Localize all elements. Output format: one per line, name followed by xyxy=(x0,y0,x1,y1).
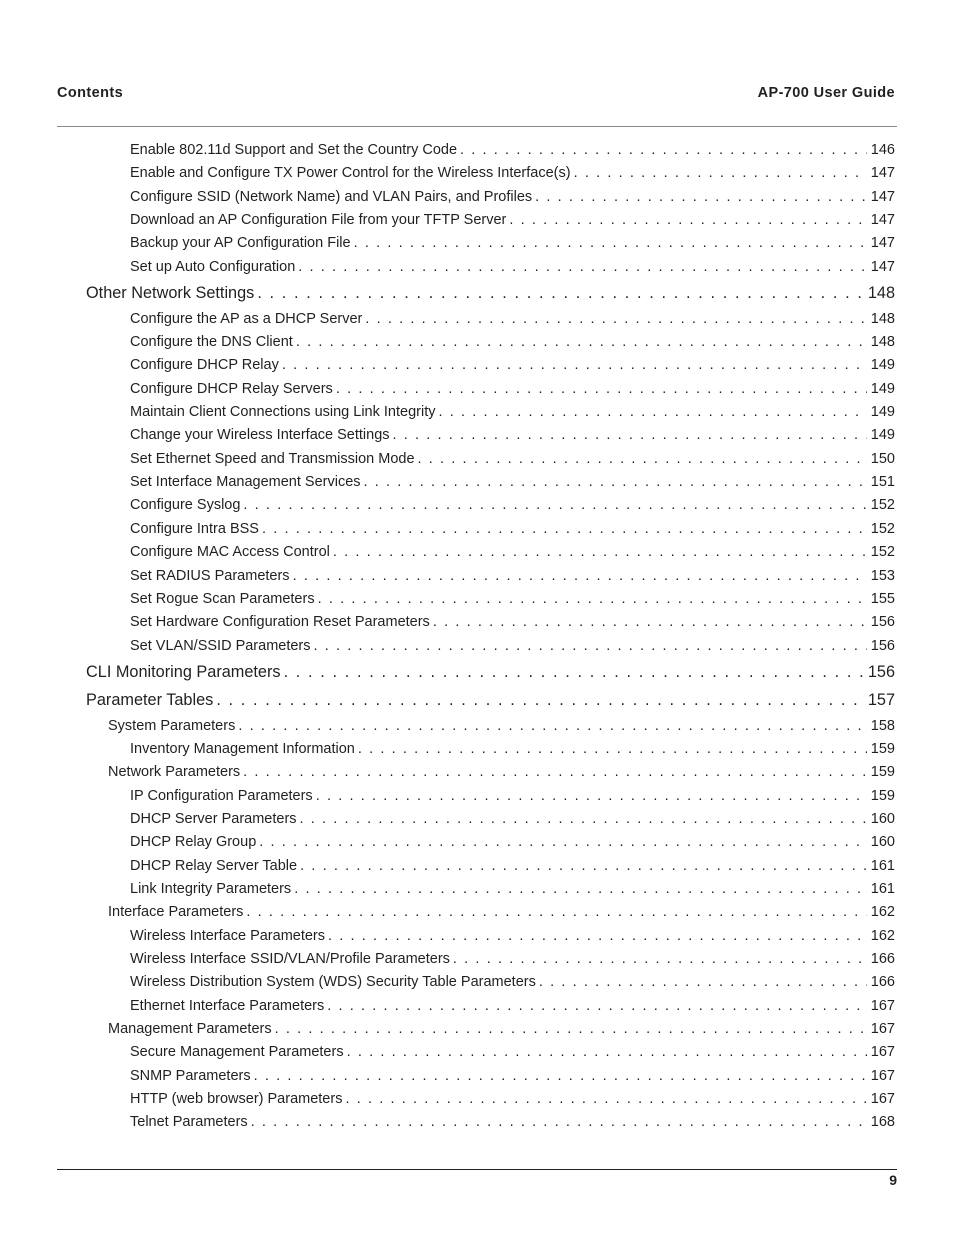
toc-entry[interactable] xyxy=(130,189,895,205)
toc-entry[interactable] xyxy=(130,1044,895,1060)
toc-entry-page: 148 xyxy=(867,284,895,302)
toc-entry-page: 147 xyxy=(870,259,895,275)
toc-entry-page: 146 xyxy=(870,142,895,158)
toc-entry-page: 156 xyxy=(870,614,895,630)
toc-entry-page: 167 xyxy=(870,1044,895,1060)
toc-entry-title: Configure Syslog xyxy=(130,497,241,513)
toc-dot-leader xyxy=(246,904,866,920)
toc-entry[interactable] xyxy=(130,741,895,757)
toc-dot-leader xyxy=(358,741,867,757)
toc-dot-leader xyxy=(460,142,867,158)
toc-dot-leader xyxy=(216,691,864,710)
toc-entry-title: Link Integrity Parameters xyxy=(130,881,292,897)
toc-entry-title: Set Interface Management Services xyxy=(130,474,361,490)
toc-entry[interactable] xyxy=(130,568,895,584)
toc-entry-title: Set Rogue Scan Parameters xyxy=(130,591,315,607)
toc-entry-page: 159 xyxy=(870,788,895,804)
toc-dot-leader xyxy=(347,1044,867,1060)
toc-dot-leader xyxy=(294,881,867,897)
toc-dot-leader xyxy=(354,235,867,251)
toc-entry-page: 157 xyxy=(867,691,895,709)
toc-entry-title: DHCP Server Parameters xyxy=(130,811,297,827)
toc-dot-leader xyxy=(243,764,867,780)
toc-entry[interactable] xyxy=(130,212,895,228)
toc-dot-leader xyxy=(251,1114,867,1130)
toc-entry-title: Set Hardware Configuration Reset Parameters xyxy=(130,614,430,630)
toc-entry-title: Secure Management Parameters xyxy=(130,1044,344,1060)
toc-entry[interactable] xyxy=(130,521,895,537)
toc-entry-title: Backup your AP Configuration File xyxy=(130,235,351,251)
toc-entry[interactable] xyxy=(130,1091,895,1107)
toc-entry-page: 160 xyxy=(870,834,895,850)
toc-entry[interactable] xyxy=(130,928,895,944)
toc-entry-page: 161 xyxy=(870,881,895,897)
toc-dot-leader xyxy=(336,381,867,397)
toc-entry[interactable] xyxy=(130,357,895,373)
toc-entry-title: System Parameters xyxy=(108,718,236,734)
toc-entry[interactable] xyxy=(108,904,895,920)
footer-divider xyxy=(57,1169,897,1170)
toc-entry[interactable] xyxy=(130,165,895,181)
toc-entry-page: 167 xyxy=(870,1091,895,1107)
toc-entry-page: 149 xyxy=(870,357,895,373)
toc-entry-page: 160 xyxy=(870,811,895,827)
toc-entry[interactable] xyxy=(130,788,895,804)
toc-entry-page: 162 xyxy=(870,904,895,920)
toc-entry[interactable] xyxy=(130,881,895,897)
toc-entry[interactable] xyxy=(130,427,895,443)
toc-dot-leader xyxy=(300,858,867,874)
toc-entry[interactable] xyxy=(130,1068,895,1084)
toc-dot-leader xyxy=(257,284,864,303)
toc-entry[interactable] xyxy=(130,259,895,275)
toc-entry-page: 148 xyxy=(870,334,895,350)
toc-dot-leader xyxy=(259,834,867,850)
toc-dot-leader xyxy=(254,1068,867,1084)
toc-dot-leader xyxy=(314,638,867,654)
toc-entry-title: Interface Parameters xyxy=(108,904,244,920)
toc-entry-page: 149 xyxy=(870,427,895,443)
toc-entry[interactable] xyxy=(108,1021,895,1037)
toc-entry-title: Set RADIUS Parameters xyxy=(130,568,290,584)
toc-entry-title: Ethernet Interface Parameters xyxy=(130,998,325,1014)
toc-entry-title: DHCP Relay Server Table xyxy=(130,858,298,874)
toc-entry-page: 155 xyxy=(870,591,895,607)
toc-entry[interactable] xyxy=(130,311,895,327)
toc-entry-page: 158 xyxy=(870,718,895,734)
toc-dot-leader xyxy=(284,663,864,682)
toc-dot-leader xyxy=(300,811,867,827)
toc-dot-leader xyxy=(327,998,867,1014)
toc-entry[interactable] xyxy=(130,381,895,397)
toc-entry-title: Enable 802.11d Support and Set the Country Code xyxy=(130,142,458,158)
toc-entry-page: 168 xyxy=(870,1114,895,1130)
toc-entry-page: 156 xyxy=(867,663,895,681)
toc-entry[interactable] xyxy=(130,638,895,654)
toc-entry-title: IP Configuration Parameters xyxy=(130,788,313,804)
toc-entry[interactable] xyxy=(130,451,895,467)
toc-dot-leader xyxy=(275,1021,867,1037)
toc-entry-title: Configure SSID (Network Name) and VLAN Pairs, and Profiles xyxy=(130,189,533,205)
toc-dot-leader xyxy=(365,311,866,327)
toc-entry-page: 167 xyxy=(870,1021,895,1037)
toc-entry-title: Telnet Parameters xyxy=(130,1114,248,1130)
toc-entry[interactable] xyxy=(130,1114,895,1130)
toc-entry[interactable] xyxy=(130,858,895,874)
toc-entry-page: 162 xyxy=(870,928,895,944)
toc-dot-leader xyxy=(438,404,866,420)
toc-entry-title: SNMP Parameters xyxy=(130,1068,251,1084)
toc-dot-leader xyxy=(364,474,867,490)
toc-entry-page: 152 xyxy=(870,497,895,513)
toc-entry-page: 148 xyxy=(870,311,895,327)
toc-dot-leader xyxy=(298,259,867,275)
toc-entry-title: Change your Wireless Interface Settings xyxy=(130,427,390,443)
toc-entry-title: Set VLAN/SSID Parameters xyxy=(130,638,311,654)
toc-dot-leader xyxy=(328,928,867,944)
toc-entry-title: Enable and Configure TX Power Control for the Wireless Interface(s) xyxy=(130,165,571,181)
toc-dot-leader xyxy=(433,614,867,630)
toc-entry[interactable] xyxy=(130,404,895,420)
toc-entry-title: Configure DHCP Relay xyxy=(130,357,279,373)
toc-entry-title: Configure MAC Access Control xyxy=(130,544,330,560)
toc-dot-leader xyxy=(238,718,866,734)
toc-entry-title: Set up Auto Configuration xyxy=(130,259,296,275)
toc-entry-title: Network Parameters xyxy=(108,764,241,780)
toc-entry-title: Inventory Management Information xyxy=(130,741,355,757)
toc-entry-title: Set Ethernet Speed and Transmission Mode xyxy=(130,451,415,467)
toc-dot-leader xyxy=(282,357,867,373)
toc-entry-page: 151 xyxy=(870,474,895,490)
toc-entry-title: Wireless Distribution System (WDS) Security Table Parameters xyxy=(130,974,536,990)
toc-entry[interactable] xyxy=(86,663,895,682)
toc-entry[interactable] xyxy=(130,544,895,560)
toc-entry-title: Maintain Client Connections using Link Integrity xyxy=(130,404,436,420)
toc-dot-leader xyxy=(318,591,867,607)
toc-entry-page: 159 xyxy=(870,741,895,757)
toc-entry-page: 150 xyxy=(870,451,895,467)
page-number: 9 xyxy=(889,1172,897,1188)
toc-entry[interactable] xyxy=(130,951,895,967)
toc-entry[interactable] xyxy=(130,591,895,607)
toc-entry-page: 147 xyxy=(870,212,895,228)
toc-entry-title: DHCP Relay Group xyxy=(130,834,257,850)
toc-entry-page: 156 xyxy=(870,638,895,654)
toc-entry[interactable] xyxy=(108,764,895,780)
toc-entry-page: 161 xyxy=(870,858,895,874)
toc-entry-title: Download an AP Configuration File from your TFTP Server xyxy=(130,212,507,228)
toc-entry-title: Configure the AP as a DHCP Server xyxy=(130,311,363,327)
toc-entry[interactable] xyxy=(130,142,895,158)
toc-entry-title: CLI Monitoring Parameters xyxy=(86,663,281,681)
toc-entry-title: Configure Intra BSS xyxy=(130,521,259,537)
toc-entry[interactable] xyxy=(130,834,895,850)
toc-dot-leader xyxy=(316,788,867,804)
toc-entry-page: 166 xyxy=(870,951,895,967)
toc-entry[interactable] xyxy=(130,497,895,513)
toc-entry-page: 166 xyxy=(870,974,895,990)
toc-entry[interactable] xyxy=(86,691,895,710)
toc-entry-page: 147 xyxy=(870,165,895,181)
toc-entry[interactable] xyxy=(130,235,895,251)
toc-entry-title: Other Network Settings xyxy=(86,284,255,302)
toc-entry-title: Wireless Interface SSID/VLAN/Profile Parameters xyxy=(130,951,450,967)
toc-entry[interactable] xyxy=(130,974,895,990)
toc-dot-leader xyxy=(293,568,867,584)
toc-entry-page: 149 xyxy=(870,381,895,397)
toc-entry-page: 153 xyxy=(870,568,895,584)
toc-entry-page: 152 xyxy=(870,521,895,537)
toc-entry[interactable] xyxy=(130,811,895,827)
toc-entry-page: 159 xyxy=(870,764,895,780)
toc-entry-title: Configure the DNS Client xyxy=(130,334,293,350)
toc-dot-leader xyxy=(418,451,867,467)
toc-entry[interactable] xyxy=(108,718,895,734)
toc-dot-leader xyxy=(393,427,867,443)
toc-entry-page: 167 xyxy=(870,998,895,1014)
toc-dot-leader xyxy=(509,212,866,228)
toc-entry-page: 147 xyxy=(870,235,895,251)
header-divider xyxy=(57,126,897,127)
toc-entry-title: Wireless Interface Parameters xyxy=(130,928,326,944)
toc-entry-page: 167 xyxy=(870,1068,895,1084)
toc-entry-title: Parameter Tables xyxy=(86,691,214,709)
toc-entry[interactable] xyxy=(86,284,895,303)
toc-entry[interactable] xyxy=(130,614,895,630)
toc-entry-title: Management Parameters xyxy=(108,1021,272,1037)
running-header-section: Contents xyxy=(57,85,124,101)
toc-entry[interactable] xyxy=(130,474,895,490)
toc-dot-leader xyxy=(574,165,867,181)
toc-dot-leader xyxy=(345,1091,866,1107)
toc-entry-title: Configure DHCP Relay Servers xyxy=(130,381,333,397)
toc-entry[interactable] xyxy=(130,998,895,1014)
toc-entry-page: 149 xyxy=(870,404,895,420)
toc-entry-title: HTTP (web browser) Parameters xyxy=(130,1091,343,1107)
toc-dot-leader xyxy=(539,974,867,990)
toc-entry-page: 152 xyxy=(870,544,895,560)
toc-dot-leader xyxy=(262,521,867,537)
toc-dot-leader xyxy=(243,497,866,513)
toc-entry-page: 147 xyxy=(870,189,895,205)
toc-dot-leader xyxy=(333,544,867,560)
toc-dot-leader xyxy=(535,189,867,205)
running-header-title: AP-700 User Guide xyxy=(757,85,895,101)
toc-dot-leader xyxy=(296,334,867,350)
toc-entry[interactable] xyxy=(130,334,895,350)
toc-dot-leader xyxy=(453,951,867,967)
